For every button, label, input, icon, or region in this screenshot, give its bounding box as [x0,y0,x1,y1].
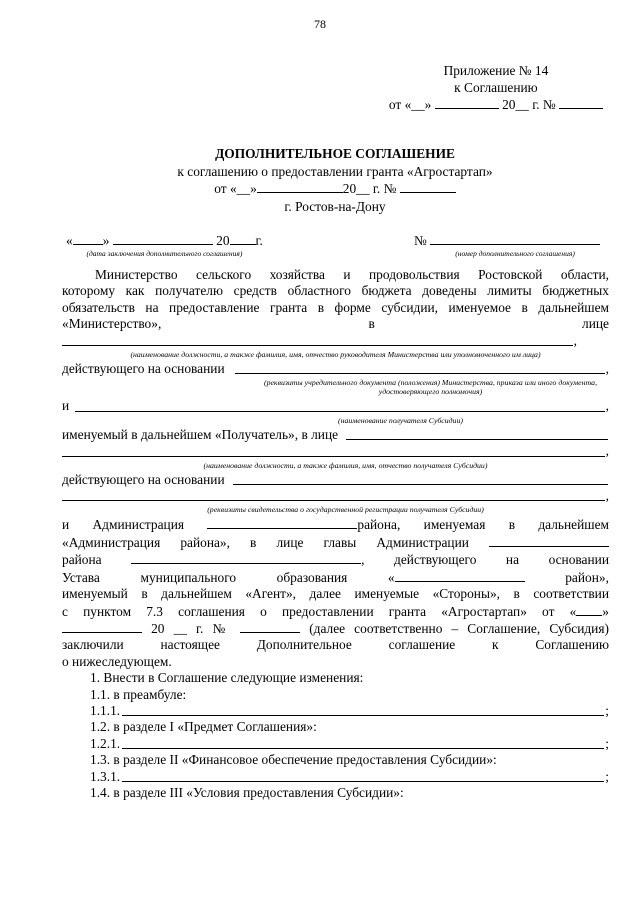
recipient-caption: (наименование получателя Субсидии) [338,415,463,425]
header-date-line: от «__» 20__ г. № [0,180,640,198]
appendix-block [389,62,603,113]
recipient-person-caption: (наименование должности, а также фамилия, имя, отчество получателя Субсидии) [203,460,488,470]
item-1-1: 1.1. в преамбуле: [90,686,187,702]
item-1-4: 1.4. в разделе III «Условия предоставления Субсидии»: [90,784,404,800]
item-1-2-1: 1.2.1. ; [90,735,609,751]
date-field: « » 20 г. (дата заключения дополнительного соглашения) [66,233,263,258]
page-number: 78 [314,17,326,31]
number-caption: (номер дополнительного соглашения) [455,249,575,258]
charter-caption: (реквизиты учредительного документа (положения) Министерства, приказа или иного документа, удостоверяющего полномочия) [263,378,598,397]
document-subtitle: к соглашению о предоставлении гранта «Агростартап» [177,163,493,179]
item-1-2: 1.2. в разделе I «Предмет Соглашения»: [90,719,317,735]
city: г. Ростов-на-Дону [284,198,386,214]
item-1-3: 1.3. в разделе II «Финансовое обеспечение предоставления Субсидии»: [90,752,497,768]
item-1-1-1: 1.1.1. ; [90,702,609,718]
appendix-agreement: к Соглашению [454,80,538,95]
date-caption: (дата заключения дополнительного соглашения) [86,249,243,258]
item-1: 1. Внести в Соглашение следующие изменения: [90,670,364,686]
changes-list [62,670,609,801]
document-body: Министерство сельского хозяйства и продовольствия Ростовской области, которому как получателю средств областного бюджета доведены лимиты бюджетных обязательств на предоставление гранта в форме субсидии, именуемое в дальнейшем «Министерство», в лице , (наименование должности, а также фамилия, имя, отчество руководителя Министерства или уполномоченного им лица) действующего на основании , (реквизиты учредительного документа (положения) Министерства, приказа или иного документа, удостоверяющего полномочия) и , (наименование получателя Субсидии) именуемый в дальнейшем «Получатель», в лице , (наименование должности, а также фамилия, имя, отчество получателя Субсидии) действующего на основании , (реквизиты свидетельства о государственной регистрации получателя Субсидии) и Администрация района, именуемая в дальнейшем «Администрация района», в лице главы Администрации района , действующего на основании Устава муниципального образования « район», именуемый в дальнейшем «Агент», далее именуемые «Стороны», в соответствии с пунктом 7.3 соглашения о предоставлении гранта «Агростартап» от « » 20 __ г. № (далее соответственно – Соглашение, Субсидия) заключили настоящее Дополнительное соглашение к Соглашению о нижеследующем. 1. Внести в Соглашение следующие изменения: 1.1. в преамбуле: 1.1.1. ; 1.2. в разделе I «Предмет Соглашения»: 1.2.1. ; 1.3. в разделе II «Финансовое обеспечение предоставления Субсидии»: 1.3.1. ; 1.4. в разделе III «Условия предоставления Субсидии»: [62,267,610,800]
registration-caption: (реквизиты свидетельства о государственной регистрации получателя Субсидии) [207,505,484,515]
document-title: ДОПОЛНИТЕЛЬНОЕ СОГЛАШЕНИЕ [215,146,455,161]
appendix-date-line: от «__» 20__ г. № [389,96,603,113]
item-1-3-1: 1.3.1. ; [90,768,609,784]
number-field: № (номер дополнительного соглашения) [414,232,600,258]
document-header [0,145,640,215]
appendix-title: Приложение № 14 [443,63,549,78]
minister-caption: (наименование должности, а также фамилия, имя, отчество руководителя Министерства или уполномоченного им лица) [130,350,541,360]
date-number-row [66,232,606,262]
